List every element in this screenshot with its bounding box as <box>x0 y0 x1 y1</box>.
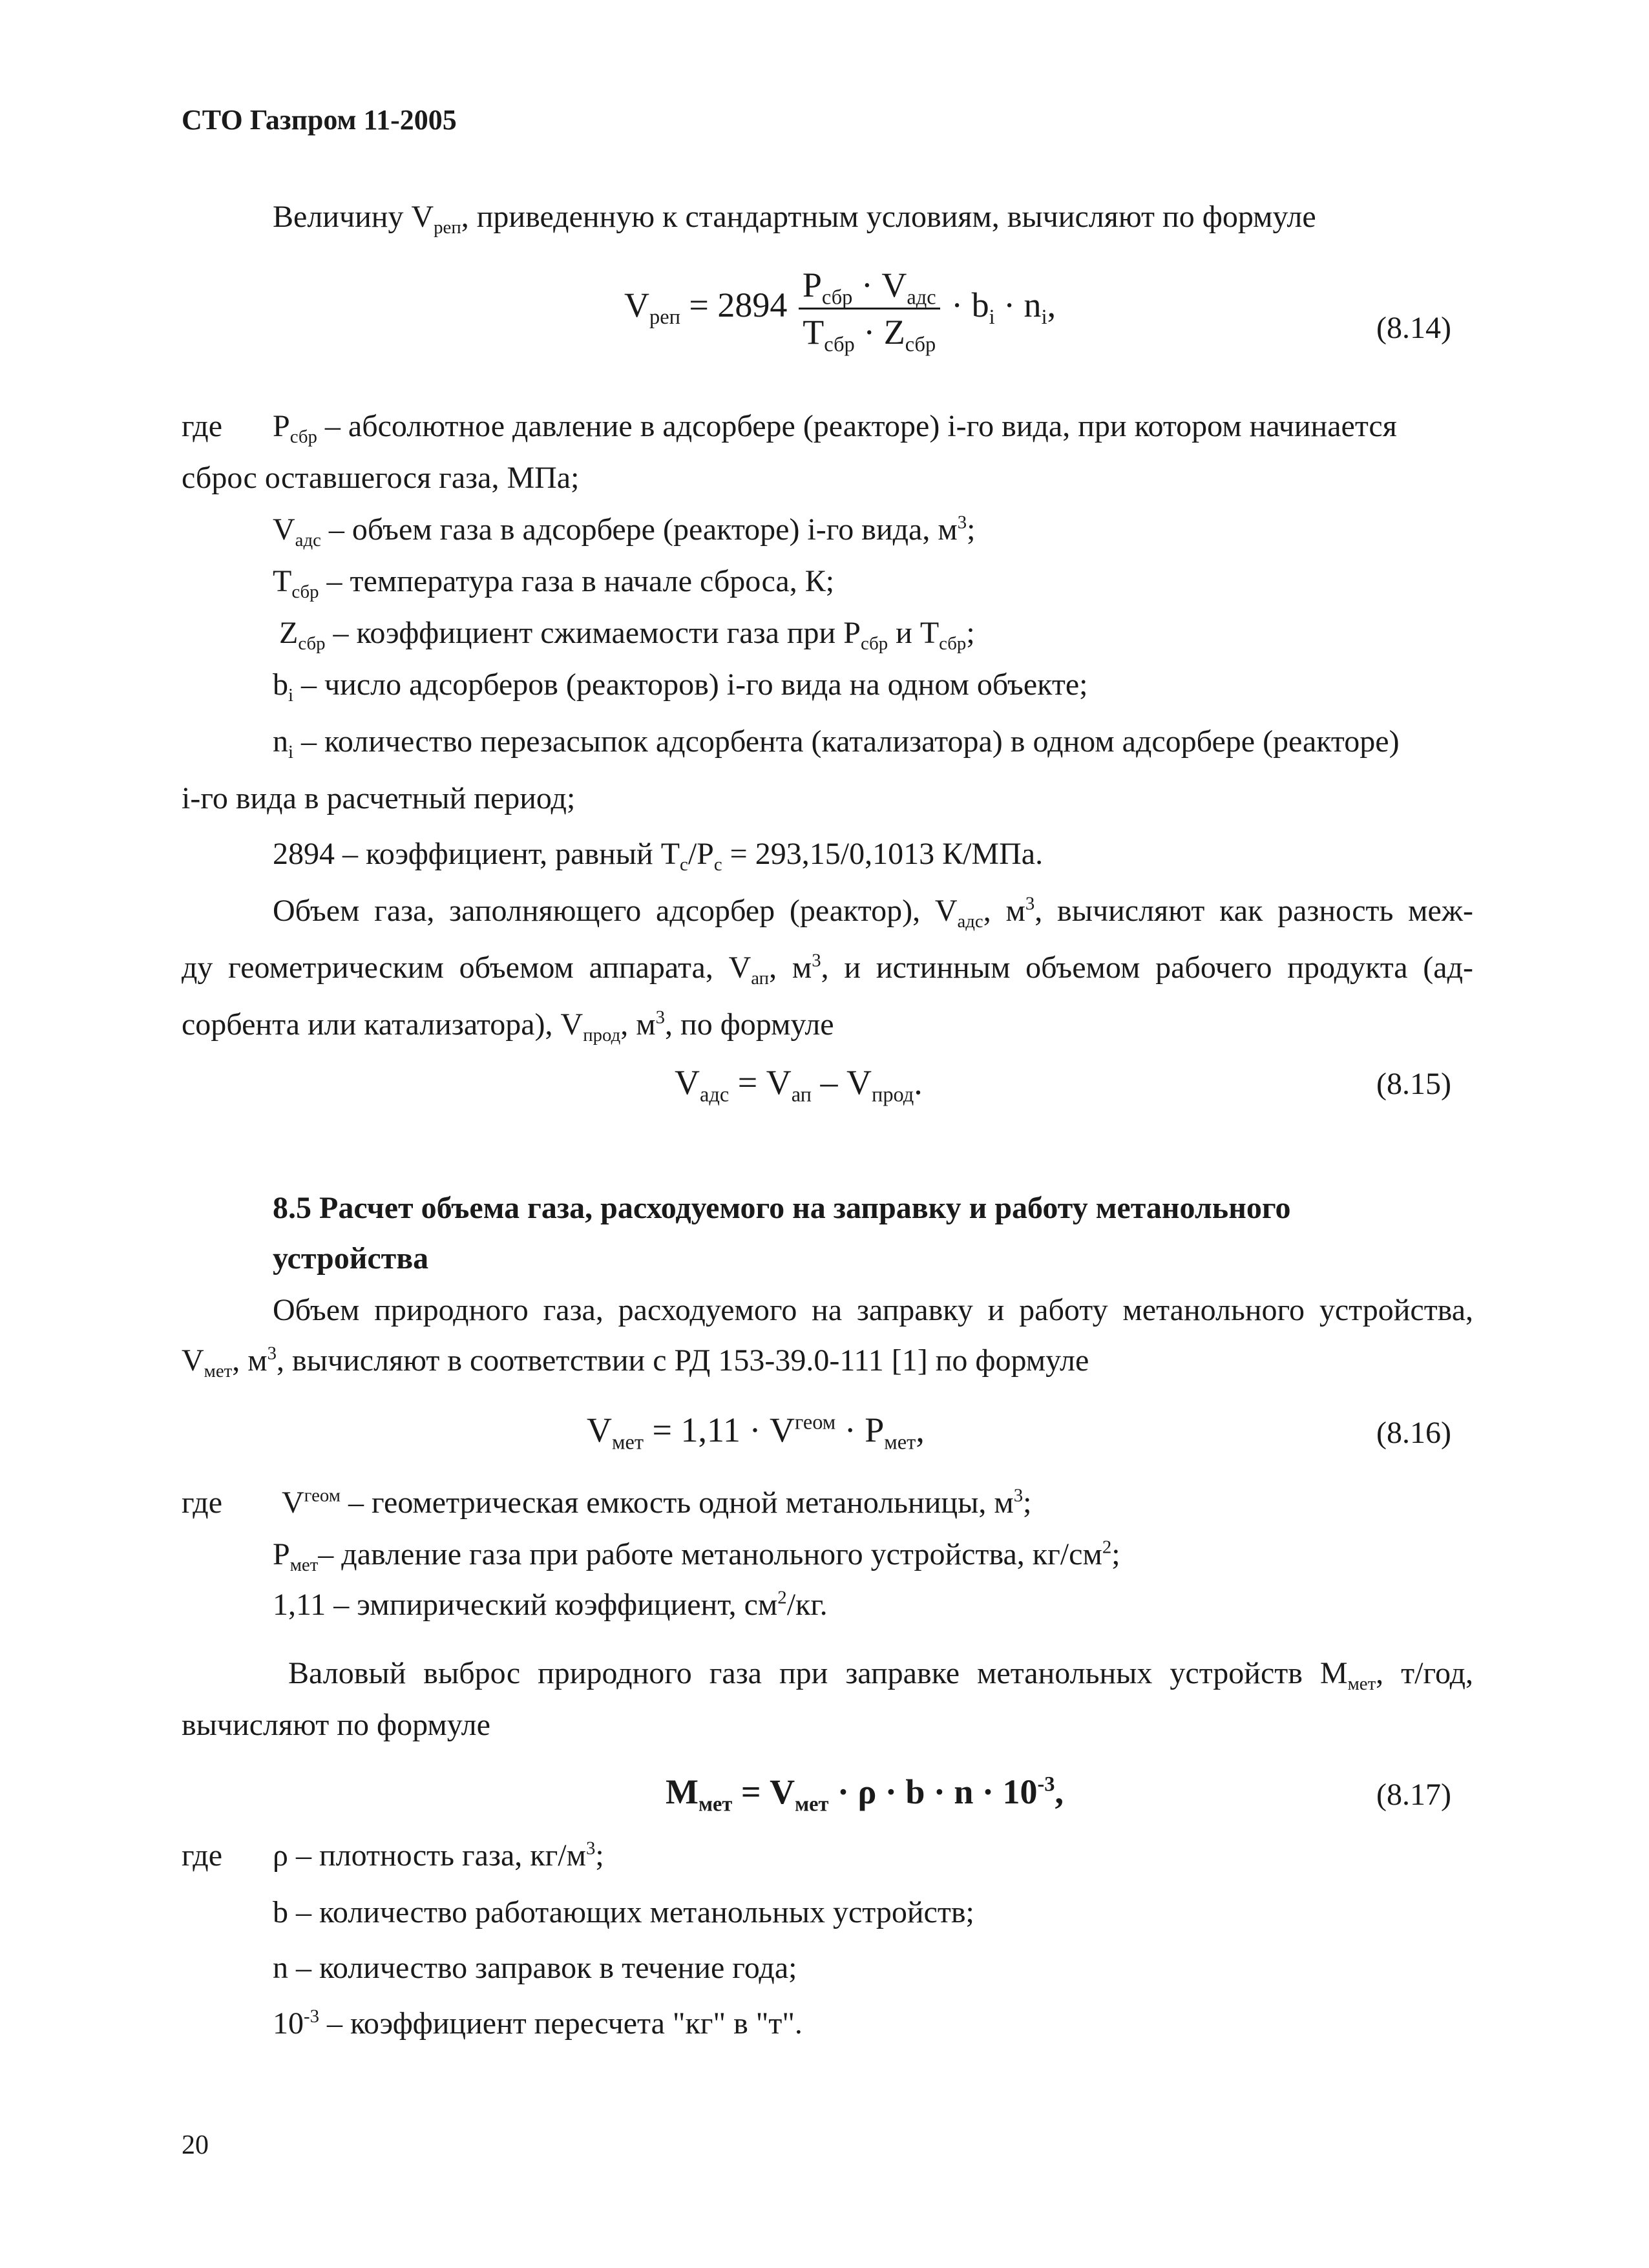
para-volume-line-1: Объем газа, заполняющего адсорбер (реактор), $V_{адс}$, $м^3$, вычисляют как разность меж- <box>273 893 1474 932</box>
def-t-sbr: $T_{сбр}$ – температура газа в начале сброса, К; <box>273 564 835 603</box>
section-heading-8-5: 8.5 Расчет объема газа, расходуемого на заправку и работу метанольного <box>273 1191 1291 1225</box>
def-p-sbr-cont: сброс оставшегося газа, МПа; <box>182 461 580 495</box>
formula-number-8-14: (8.14) <box>1376 311 1451 345</box>
def-b-count: b – количество работающих метанольных устройств; <box>273 1895 974 1929</box>
formula-8-15: $V_{адс} = V_{ап} - V_{прод}$. <box>675 1063 923 1107</box>
def-n-count: n – количество заправок в течение года; <box>273 1951 797 1985</box>
where-label-2: где <box>182 1486 223 1520</box>
intro-paragraph: Величину $V_{реп}$, приведенную к стандартным условиям, вычисляют по формуле <box>273 200 1316 238</box>
section-8-5-para-line-1: Объем природного газа, расходуемого на заправку и работу метанольного устройства, <box>273 1293 1473 1327</box>
def-v-geom: $V^{геом}$ – геометрическая емкость одной метанольницы, $м^3$; <box>282 1485 1032 1520</box>
def-n-i-cont: i-го вида в расчетный период; <box>182 781 576 815</box>
def-coefficient-2894: 2894 – коэффициент, равный $T_с/P_с = 293,15/0,1013$ К/МПа. <box>273 837 1044 876</box>
para-emission-line-1: Валовый выброс природного газа при заправке метанольных устройств $M_{мет}$, т/год, <box>288 1656 1474 1695</box>
section-8-5-para-line-2: $V_{мет}$, $м^3$, вычисляют в соответствии с РД 153-39.0-111 [1] по формуле <box>182 1343 1089 1382</box>
formula-8-16: $V_{мет} = 1,11 \cdot V^{геом} \cdot P_{мет}$, <box>587 1411 925 1454</box>
def-n-i: $n_i$ – количество перезасыпок адсорбента (катализатора) в одном адсорбере (реакторе) <box>273 724 1400 763</box>
formula-number-8-16: (8.16) <box>1376 1416 1451 1450</box>
formula-number-8-15: (8.15) <box>1376 1067 1451 1101</box>
para-volume-line-3: сорбента или катализатора), $V_{прод}$, $м^3$, по формуле <box>182 1007 834 1046</box>
def-coefficient-1-11: 1,11 – эмпирический коэффициент, $см^2/кг$. <box>273 1587 828 1622</box>
para-emission-line-2: вычисляют по формуле <box>182 1708 490 1742</box>
def-p-sbr: $P_{сбр}$ – абсолютное давление в адсорбере (реакторе) i-го вида, при котором начинается <box>273 409 1397 448</box>
def-rho: ρ – плотность газа, $кг/м^3$; <box>273 1838 604 1873</box>
def-b-i: $b_i$ – число адсорберов (реакторов) i-го вида на одном объекте; <box>273 667 1088 706</box>
where-label-3: где <box>182 1838 223 1873</box>
page-number: 20 <box>182 2130 209 2160</box>
para-volume-line-2: ду геометрическим объемом аппарата, $V_{ап}$, $м^3$, и истинным объемом рабочего продукта (ад- <box>182 950 1474 989</box>
def-v-ads: $V_{адс}$ – объем газа в адсорбере (реакторе) i-го вида, $м^3$; <box>273 512 976 551</box>
def-conversion: $10^{-3}$ – коэффициент пересчета "кг" в "т". <box>273 2006 803 2041</box>
section-heading-8-5-cont: устройства <box>273 1241 429 1276</box>
formula-8-14-fraction: $\frac{P_{сбр} \cdot V_{адс}}{T_{сбр} \cdot Z_{сбр}}$ <box>799 265 940 352</box>
def-z-sbr: $Z_{сбр}$ – коэффициент сжимаемости газа при $P_{сбр}$ и $T_{сбр}$; <box>279 616 975 655</box>
formula-8-14: $V_{реп} = 2894$ $\frac{P_{сбр} \cdot V_{адс}}{T_{сбр} \cdot Z_{сбр}}$ · $b_i \cdot n_i$, <box>624 266 1056 357</box>
def-p-met: $P_{мет}-$ давление газа при работе метанольного устройства, $кг/см^2$; <box>273 1537 1120 1576</box>
formula-8-17: $M_{мет} = V_{мет} \cdot \rho \cdot b \cdot n \cdot 10^{-3}$, <box>666 1772 1064 1816</box>
formula-number-8-17: (8.17) <box>1376 1778 1451 1812</box>
page-header: СТО Газпром 11-2005 <box>182 104 457 136</box>
where-label-1: где <box>182 409 223 443</box>
